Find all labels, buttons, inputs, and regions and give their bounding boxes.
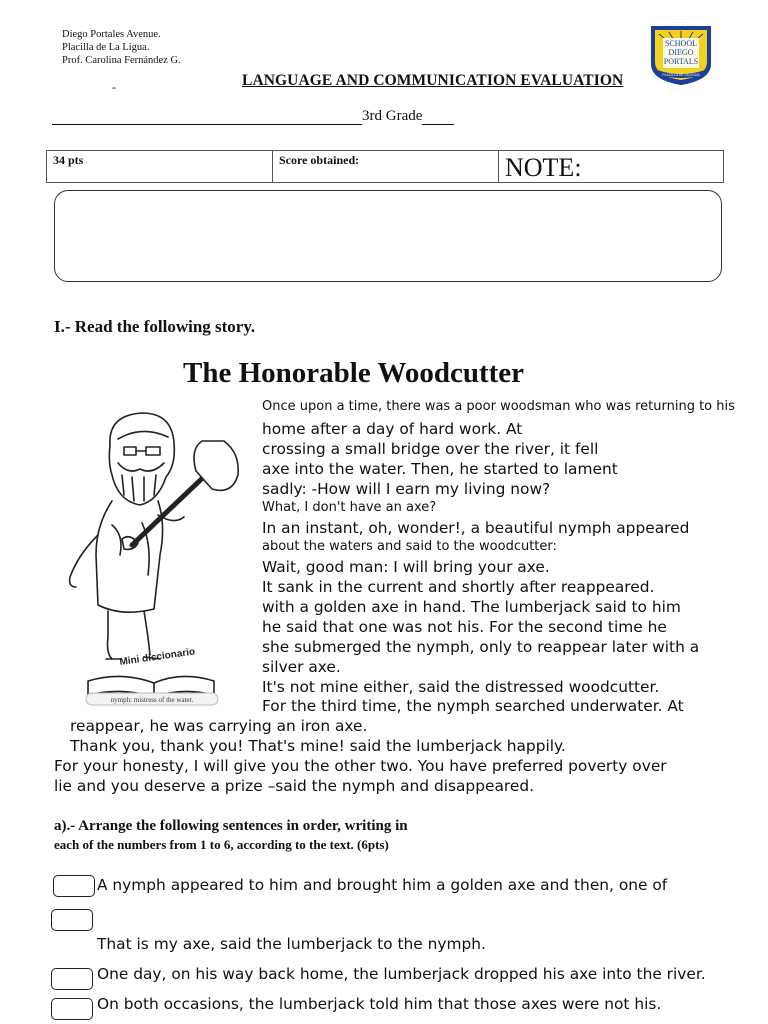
order-answer-box[interactable] bbox=[51, 909, 93, 931]
story-line: crossing a small bridge over the river, it fell bbox=[262, 440, 599, 458]
school-logo bbox=[647, 24, 715, 86]
story-line: home after a day of hard work. At bbox=[262, 420, 523, 438]
name-blank-field[interactable] bbox=[52, 110, 362, 125]
logo-text-top: SCHOOL bbox=[664, 39, 698, 48]
comment-box[interactable] bbox=[54, 190, 722, 282]
illustration-caption: Mini diccionario bbox=[118, 646, 196, 668]
story-line: lie and you deserve a prize –said the nymph and disappeared. bbox=[54, 777, 534, 795]
sentence-item: On both occasions, the lumberjack told him that those axes were not his. bbox=[97, 995, 662, 1013]
school-address bbox=[62, 28, 181, 67]
sentence-item: One day, on his way back home, the lumberjack dropped his axe into the river. bbox=[97, 965, 706, 983]
logo-text-mid: DIEGO bbox=[668, 48, 694, 57]
story-line: she submerged the nymph, only to reappear later with a bbox=[262, 638, 700, 656]
dash-mark: - bbox=[112, 80, 116, 94]
story-line: It's not mine either, said the distressed woodcutter. bbox=[262, 678, 660, 696]
woodcutter-illustration bbox=[62, 405, 252, 715]
sentence-item: A nymph appeared to him and brought him a golden axe and then, one of bbox=[97, 876, 668, 894]
story-line: For the third time, the nymph searched underwater. At bbox=[262, 697, 684, 715]
note-cell[interactable]: NOTE: bbox=[505, 153, 582, 182]
order-answer-box[interactable] bbox=[51, 968, 93, 990]
address-line: Diego Portales Avenue. bbox=[62, 29, 161, 40]
sentence-item: That is my axe, said the lumberjack to the nymph. bbox=[97, 935, 486, 953]
section-title: I.- Read the following story. bbox=[54, 317, 256, 336]
total-points-cell: 34 pts bbox=[47, 151, 273, 182]
story-line: reappear, he was carrying an iron axe. bbox=[70, 717, 368, 735]
question-a-title: a).- Arrange the following sentences in order, writing in bbox=[54, 818, 408, 834]
order-answer-box[interactable] bbox=[53, 875, 95, 897]
name-grade-line bbox=[52, 108, 454, 125]
story-line: It sank in the current and shortly after reappeared. bbox=[262, 578, 655, 596]
story-line: sadly: -How will I earn my living now? bbox=[262, 480, 551, 498]
logo-text-bottom: PORTALS bbox=[663, 57, 699, 66]
order-answer-box[interactable] bbox=[51, 998, 93, 1020]
story-line: silver axe. bbox=[262, 658, 341, 676]
score-table bbox=[46, 150, 724, 183]
story-line: he said that one was not his. For the second time he bbox=[262, 618, 667, 636]
teacher-name: Prof. Carolina Fernández G. bbox=[62, 55, 181, 66]
story-line: Thank you, thank you! That's mine! said the lumberjack happily. bbox=[70, 737, 566, 755]
grade-blank-field[interactable] bbox=[422, 110, 454, 125]
story-line: For your honesty, I will give you the other two. You have preferred poverty over bbox=[54, 757, 667, 775]
story-line: about the waters and said to the woodcutter: bbox=[262, 539, 557, 554]
score-obtained-cell[interactable]: Score obtained: bbox=[273, 151, 499, 182]
story-line: with a golden axe in hand. The lumberjack said to him bbox=[262, 598, 681, 616]
story-line: axe into the water. Then, he started to lament bbox=[262, 460, 618, 478]
question-a-subtitle: each of the numbers from 1 to 6, according to the text. (6pts) bbox=[54, 837, 389, 852]
address-line: Placilla de La Ligua. bbox=[62, 42, 150, 53]
logo-ribbon: PLACILLA DE LA LIGUA bbox=[662, 73, 700, 77]
story-line: Wait, good man: I will bring your axe. bbox=[262, 558, 550, 576]
evaluation-title: LANGUAGE AND COMMUNICATION EVALUATION bbox=[242, 72, 624, 89]
story-title: The Honorable Woodcutter bbox=[183, 357, 525, 389]
story-line: Once upon a time, there was a poor woodsman who was returning to his bbox=[262, 399, 735, 414]
story-line: What, I don't have an axe? bbox=[262, 500, 437, 515]
grade-label: 3rd Grade bbox=[362, 108, 423, 124]
story-line: In an instant, oh, wonder!, a beautiful nymph appeared bbox=[262, 519, 690, 537]
dictionary-note: nymph: mistress of the water. bbox=[110, 696, 194, 704]
